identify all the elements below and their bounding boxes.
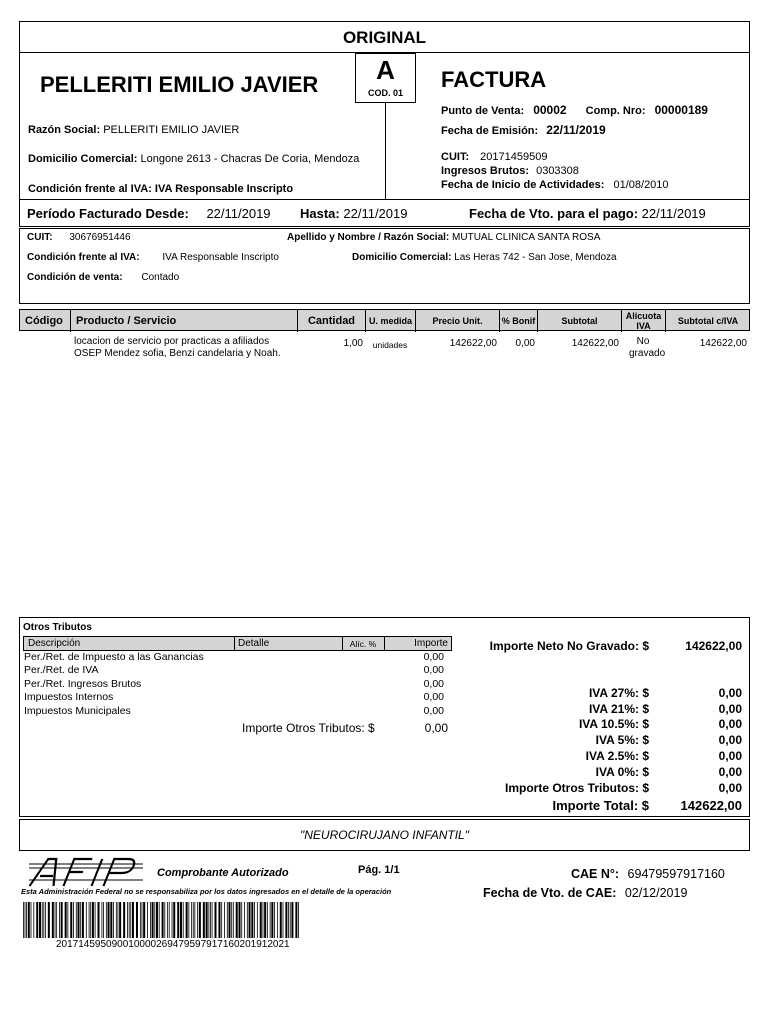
barcode-bar <box>25 902 26 938</box>
barcode-bar <box>65 902 67 938</box>
item-umedida: unidades <box>372 340 408 350</box>
item-subtotal: 142622,00 <box>571 338 619 349</box>
barcode-bar <box>203 902 205 938</box>
th-subtotal: Subtotal <box>538 310 622 332</box>
barcode-bar <box>270 902 271 938</box>
barcode-bar <box>61 902 63 938</box>
th-alic: Alíc. % <box>349 639 377 649</box>
barcode-bar <box>123 902 125 938</box>
barcode-bar <box>73 902 74 938</box>
iva105-label: IVA 10.5%: $ <box>578 717 649 731</box>
barcode-bar <box>221 902 222 938</box>
barcode-bar <box>136 902 138 938</box>
th-producto: Producto / Servicio <box>71 310 298 332</box>
iva25-label: IVA 2.5%: $ <box>585 749 649 763</box>
barcode-bar <box>140 902 141 938</box>
barcode-bar <box>59 902 60 938</box>
barcode-bar <box>31 902 32 938</box>
barcode-bar <box>229 902 231 938</box>
barcode-bar <box>191 902 192 938</box>
th-descripcion: Descripción <box>28 638 81 649</box>
header-divider <box>385 103 386 200</box>
period-vto: Fecha de Vto. para el pago: 22/11/2019 <box>469 206 706 221</box>
cae-vto: Fecha de Vto. de CAE: 02/12/2019 <box>483 886 688 900</box>
barcode-bar <box>36 902 38 938</box>
copy-label: ORIGINAL <box>342 28 427 47</box>
list-item: Impuestos Municipales 0,00 <box>24 705 444 717</box>
period-box <box>19 199 750 227</box>
punto-venta: Punto de Venta: 00002 Comp. Nro: 00000189 <box>441 103 708 117</box>
barcode-bar <box>277 902 278 938</box>
barcode-bar <box>56 902 57 938</box>
iva27-value: 0,00 <box>718 686 742 700</box>
barcode-bar <box>167 902 168 938</box>
barcode-bar <box>227 902 228 938</box>
th-detalle: Detalle <box>238 638 270 649</box>
barcode-bar <box>119 902 121 938</box>
barcode-bar <box>241 902 242 938</box>
th-subtotal-iva: Subtotal c/IVA <box>677 316 739 326</box>
item-producto: locacion de servicio por practicas a afiliados OSEP Mendez sofia, Benzi candelaria y Noah. <box>74 336 281 359</box>
barcode-bar <box>233 902 234 938</box>
barcode-bar <box>288 902 289 938</box>
invoice-letter: A <box>376 55 395 85</box>
neto-no-gravado-value: 142622,00 <box>685 639 742 653</box>
barcode-bar <box>224 902 225 938</box>
period-hasta: Hasta: 22/11/2019 <box>300 206 408 221</box>
barcode-bar <box>251 902 253 938</box>
copy-label-box <box>19 21 750 53</box>
issuer-iva-condition: Condición frente al IVA: IVA Responsable Inscripto <box>28 183 294 195</box>
observation-text: "NEUROCIRUJANO INFANTIL" <box>300 828 469 842</box>
otros-tributos-sum-label: Importe Otros Tributos: $ <box>504 781 649 795</box>
inicio-actividades: Fecha de Inicio de Actividades: 01/08/2010 <box>441 179 669 191</box>
barcode-bar <box>102 902 103 938</box>
barcode-bar <box>257 902 258 938</box>
th-umedida: U. medida <box>366 310 416 332</box>
barcode-bar <box>247 902 248 938</box>
barcode-bar <box>162 902 164 938</box>
customer-condicion-venta: Condición de venta: Contado <box>27 272 180 283</box>
barcode-bar <box>298 902 299 938</box>
barcode-bar <box>283 902 284 938</box>
barcode-bar <box>45 902 46 938</box>
barcode-bar <box>98 902 100 938</box>
afip-logo <box>27 856 143 888</box>
barcode-bar <box>295 902 297 938</box>
barcode-bar <box>218 902 220 938</box>
barcode-bar <box>82 902 84 938</box>
barcode-bar <box>33 902 34 938</box>
barcode-bar <box>108 902 110 938</box>
barcode-bar <box>67 902 68 938</box>
item-cantidad: 1,00 <box>343 338 363 349</box>
barcode-bar <box>23 902 24 938</box>
invoice-letter-code: COD. 01 <box>367 88 403 98</box>
importe-total-label: Importe Total: $ <box>552 798 649 813</box>
barcode-bar <box>154 902 155 938</box>
barcode-bar <box>55 902 56 938</box>
barcode-bar <box>70 902 72 938</box>
barcode-bar <box>212 902 213 938</box>
customer-domicilio: Domicilio Comercial: Las Heras 742 - San Jose, Mendoza <box>352 252 617 263</box>
barcode-bar <box>127 902 128 938</box>
barcode-bar <box>206 902 208 938</box>
barcode-bar <box>173 902 175 938</box>
customer-cuit: CUIT: 30676951446 <box>27 232 131 243</box>
barcode-bar <box>113 902 114 938</box>
barcode-bar <box>186 902 188 938</box>
barcode-bar <box>80 902 81 938</box>
period-desde: Período Facturado Desde: 22/11/2019 <box>27 206 271 221</box>
iva25-value: 0,00 <box>718 749 742 763</box>
th-cantidad: Cantidad <box>298 310 366 332</box>
invoice-type: FACTURA <box>441 67 547 92</box>
barcode-bar <box>156 902 158 938</box>
barcode-bar <box>103 902 104 938</box>
barcode-bar <box>118 902 119 938</box>
th-codigo: Código <box>20 310 71 332</box>
barcode-bar <box>132 902 134 938</box>
table-row <box>19 335 750 369</box>
barcode-bar <box>77 902 79 938</box>
barcode-bar <box>290 902 291 938</box>
iva21-value: 0,00 <box>718 702 742 716</box>
item-subtotal-iva: 142622,00 <box>699 338 747 349</box>
barcode-bar <box>239 902 241 938</box>
th-precio: Precio Unit. <box>416 310 500 332</box>
otros-tributos-title: Otros Tributos <box>23 622 92 633</box>
th-alicuota: Alicuota IVA <box>622 310 666 332</box>
barcode-bar <box>180 902 182 938</box>
barcode-bar <box>280 902 282 938</box>
item-bonif: 0,00 <box>515 338 535 349</box>
barcode-bar <box>194 902 195 938</box>
barcode-bar <box>143 902 145 938</box>
barcode-bar <box>263 902 264 938</box>
barcode-bar <box>159 902 160 938</box>
barcode-bar <box>39 902 41 938</box>
customer-box <box>19 228 750 304</box>
th-divider-1 <box>234 637 235 650</box>
barcode-bar <box>271 902 273 938</box>
importe-total-value: 142622,00 <box>680 798 742 813</box>
th-divider-3 <box>384 637 385 650</box>
list-item: Per./Ret. Ingresos Brutos 0,00 <box>24 678 444 690</box>
barcode-bar <box>76 902 77 938</box>
barcode-bar <box>199 902 201 938</box>
barcode-bar <box>197 902 198 938</box>
barcode-bar <box>28 902 30 938</box>
barcode-bar <box>267 902 268 938</box>
barcode-bar <box>169 902 170 938</box>
barcode-bar <box>285 902 287 938</box>
barcode-bar <box>249 902 251 938</box>
issuer-razon-social: Razón Social: PELLERITI EMILIO JAVIER <box>28 124 240 136</box>
barcode-bar <box>214 902 216 938</box>
otros-tributos-header <box>23 636 452 651</box>
barcode-bar <box>208 902 209 938</box>
iva5-label: IVA 5%: $ <box>595 733 649 747</box>
otros-tributos-total: Importe Otros Tributos: $ 0,00 <box>242 721 448 735</box>
barcode-bar <box>210 902 211 938</box>
neto-no-gravado-label: Importe Neto No Gravado: $ <box>489 639 649 653</box>
barcode-bar <box>188 902 189 938</box>
disclaimer: Esta Administración Federal no se responsabiliza por los datos ingresados en el detalle de la operación <box>21 887 392 896</box>
invoice-letter-box <box>355 53 416 103</box>
th-bonif: % Bonif <box>500 310 538 332</box>
iva21-label: IVA 21%: $ <box>588 702 649 716</box>
issuer-name: PELLERITI EMILIO JAVIER <box>40 72 319 97</box>
cae-number: CAE N°: 69479597917160 <box>571 867 725 881</box>
iva0-value: 0,00 <box>718 765 742 779</box>
barcode-bar <box>291 902 293 938</box>
iva27-label: IVA 27%: $ <box>588 686 649 700</box>
list-item: Per./Ret. de IVA 0,00 <box>24 664 444 676</box>
barcode-bar <box>129 902 130 938</box>
barcode-bar <box>90 902 91 938</box>
barcode-bar <box>274 902 275 938</box>
barcode-bar <box>42 902 43 938</box>
barcode-bar <box>147 902 148 938</box>
barcode-bar <box>150 902 151 938</box>
item-alicuota: No gravado <box>629 336 666 359</box>
barcode-bar <box>254 902 255 938</box>
page-number: Pág. 1/1 <box>358 864 400 876</box>
barcode-bar <box>92 902 94 938</box>
comprobante-autorizado: Comprobante Autorizado <box>157 867 289 879</box>
barcode-bar <box>236 902 238 938</box>
barcode-bar <box>110 902 112 938</box>
barcode-bar <box>116 902 117 938</box>
customer-nombre: Apellido y Nombre / Razón Social: MUTUAL CLINICA SANTA ROSA <box>287 232 601 243</box>
barcode-bar <box>106 902 107 938</box>
barcode-bar <box>86 902 87 938</box>
barcode-bar <box>172 902 173 938</box>
barcode-bar <box>52 902 54 938</box>
fecha-emision: Fecha de Emisión: 22/11/2019 <box>441 123 606 137</box>
barcode-bar <box>89 902 90 938</box>
customer-iva: Condición frente al IVA: IVA Responsable Inscripto <box>27 252 279 263</box>
barcode-bar <box>193 902 194 938</box>
iva0-label: IVA 0%: $ <box>595 765 649 779</box>
barcode-bar <box>231 902 232 938</box>
barcode-bar <box>260 902 262 938</box>
totals-box <box>19 617 750 817</box>
otros-tributos-sum-value: 0,00 <box>718 781 742 795</box>
barcode-bar <box>43 902 44 938</box>
th-importe: Importe <box>414 638 448 649</box>
barcode-bar <box>48 902 50 938</box>
barcode-bar <box>164 902 165 938</box>
barcode-bar <box>130 902 131 938</box>
barcode-bar <box>95 902 96 938</box>
barcode-bar <box>264 902 266 938</box>
observation-box <box>19 819 750 851</box>
iva5-value: 0,00 <box>718 733 742 747</box>
barcode-bar <box>244 902 245 938</box>
barcode-graphic <box>23 902 299 938</box>
barcode-bar <box>142 902 143 938</box>
issuer-domicilio: Domicilio Comercial: Longone 2613 - Chacras De Coria, Mendoza <box>28 153 360 165</box>
afip-logo-graphic <box>27 856 143 888</box>
barcode-bar <box>152 902 154 938</box>
barcode-bar <box>26 902 27 938</box>
barcode <box>23 902 299 938</box>
list-item: Per./Ret. de Impuesto a las Ganancias 0,00 <box>24 651 444 663</box>
iva105-value: 0,00 <box>718 717 742 731</box>
barcode-bar <box>183 902 184 938</box>
barcode-number: 201714595090010000269479597917160201912021 <box>56 939 290 950</box>
ingresos-brutos: Ingresos Brutos: 0303308 <box>441 165 579 177</box>
barcode-bar <box>177 902 179 938</box>
item-precio: 142622,00 <box>449 338 497 349</box>
issuer-cuit: CUIT: 20171459509 <box>441 151 548 163</box>
items-table-header <box>19 309 750 331</box>
list-item: Impuestos Internos 0,00 <box>24 691 444 703</box>
